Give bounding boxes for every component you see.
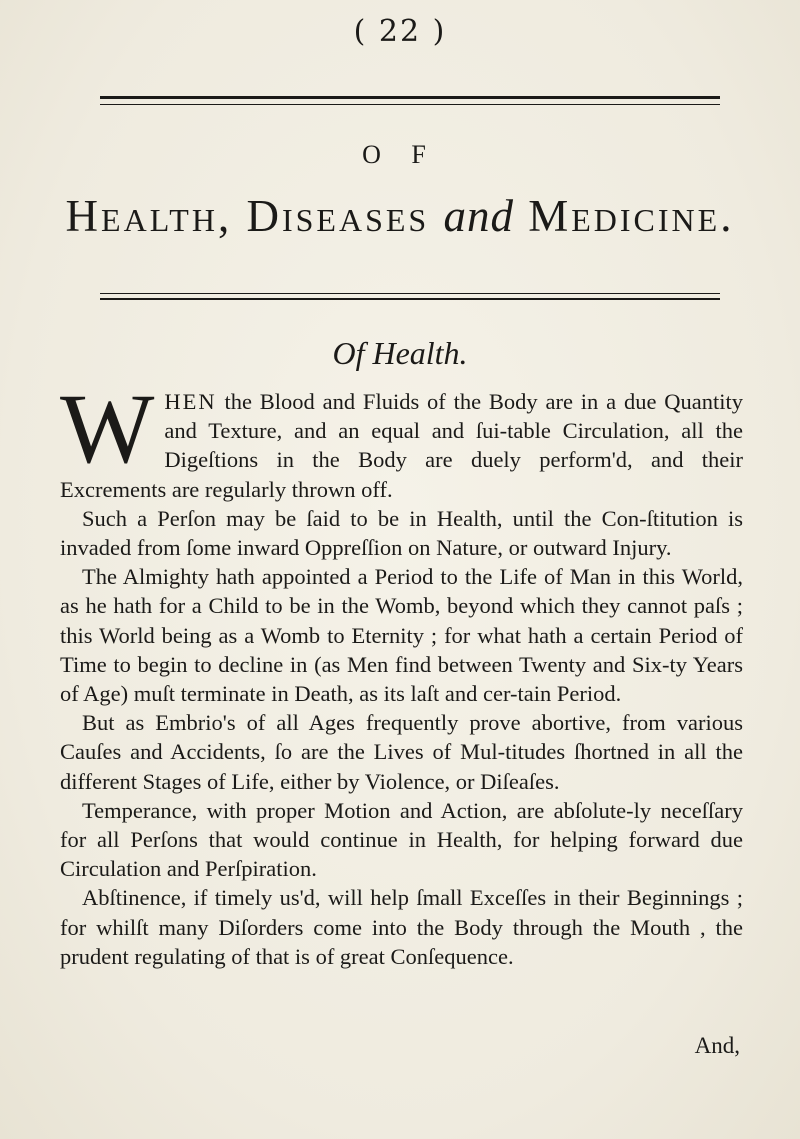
paragraph: Temperance, with proper Motion and Action, are abſolute-ly neceſſary for all Perſons that would continue in Health, for helping forward due Circulation and Perſpiration. — [60, 797, 743, 882]
paragraph: Such a Perſon may be ſaid to be in Health, until the Con-ſtitution is invaded from ſome inward Oppreſſion on Nature, or outward Injury. — [60, 505, 743, 561]
paragraph: Abſtinence, if timely us'd, will help ſmall Exceſſes in their Beginnings ; for whilſt many Diſorders come into the Body through the Mouth , the prudent regulating of that is of great Conſequence. — [60, 885, 743, 969]
paragraph-1 — [60, 373, 743, 504]
section-rule-thick — [100, 298, 720, 300]
chapter-title — [0, 190, 800, 242]
chapter-title-part-2: Medicine. — [528, 191, 735, 241]
drop-cap: W — [60, 373, 155, 484]
paragraph-1-text: the Blood and Fluids of the Body are in a due Quantity and Texture, and an equal and ſui-table Circulation, all the Digeſtions in the Body are duely perform'd, and their Excrements are regularly thrown off. — [60, 389, 743, 502]
top-rule-thin — [100, 104, 720, 105]
chapter-title-and: and — [443, 191, 514, 241]
catchword: And, — [694, 1033, 740, 1058]
top-rule-thick — [100, 96, 720, 99]
paragraph: But as Embrio's of all Ages frequently prove abortive, from various Cauſes and Accidents, ſo are the Lives of Mul-titudes ſhortned in all the different Stages of Life, either by Violence, or Diſeaſes. — [60, 710, 743, 794]
section-heading: Of Health. — [332, 335, 468, 371]
chapter-title-part-1: Health, Diseases — [65, 191, 430, 241]
paragraph: The Almighty hath appointed a Period to the Life of Man in this World, as he hath for a Child to be in the Womb, beyond which they cannot paſs ; this World being as a Womb to Eternity ; for what hath a certain Period of Time to begin to decline in (as Men find between Twenty and Six-ty Years of Age) muſt terminate in Death, as its laſt and cer-tain Period. — [60, 564, 743, 707]
page-number: ( 22 ) — [353, 14, 447, 49]
body-text — [60, 373, 743, 971]
chapter-prefix: O F — [362, 140, 438, 169]
first-word-rest: HEN — [164, 389, 217, 414]
section-rule-thin — [100, 293, 720, 294]
